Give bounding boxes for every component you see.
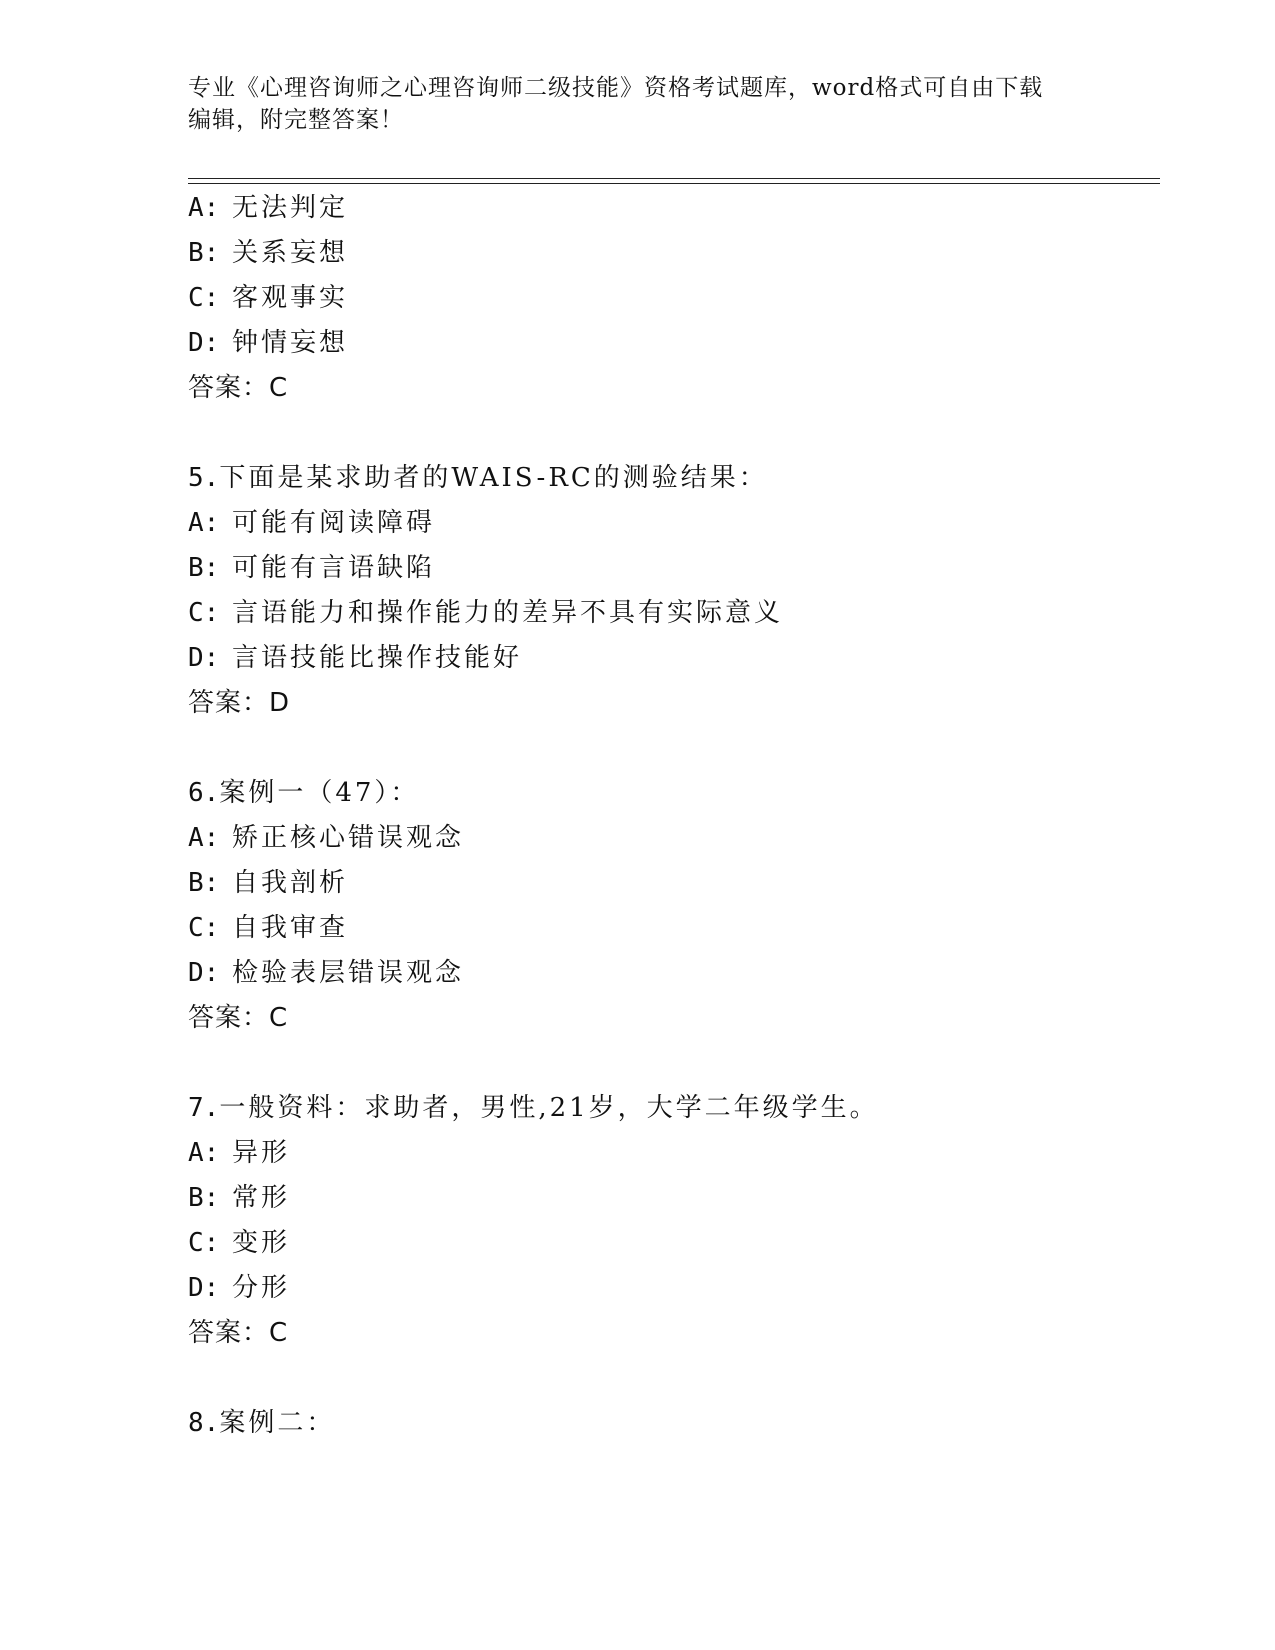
option-text: 分形 xyxy=(232,1273,291,1303)
q7-answer: 答案：C xyxy=(188,1318,289,1348)
q7-stem xyxy=(188,1092,879,1124)
q5-option-d xyxy=(188,642,522,674)
option-letter: B: xyxy=(188,868,220,898)
option-letter: B: xyxy=(188,553,220,583)
option-text: 言语能力和操作能力的差异不具有实际意义 xyxy=(232,598,784,628)
option-letter: B: xyxy=(188,1183,220,1213)
q8-stem xyxy=(188,1407,335,1439)
option-text: 变形 xyxy=(232,1228,291,1258)
q6-option-d xyxy=(188,957,464,989)
option-text: 钟情妄想 xyxy=(232,328,349,358)
option-letter: C: xyxy=(188,598,220,628)
q5-option-c xyxy=(188,597,783,629)
question-number: 5. xyxy=(188,463,220,493)
header-divider-bottom xyxy=(188,183,1160,184)
option-letter: C: xyxy=(188,283,220,313)
q6-stem xyxy=(188,777,419,809)
option-text: 客观事实 xyxy=(232,283,349,313)
question-text: 案例一（47）： xyxy=(219,778,420,808)
q7-option-c xyxy=(188,1227,290,1259)
q7-option-d xyxy=(188,1272,290,1304)
option-text: 可能有阅读障碍 xyxy=(232,508,436,538)
option-letter: D: xyxy=(188,1273,220,1303)
q6-answer: 答案：C xyxy=(188,1003,289,1033)
question-number: 7. xyxy=(188,1093,220,1123)
option-letter: A: xyxy=(188,1138,220,1168)
question-number: 6. xyxy=(188,778,220,808)
q5-stem xyxy=(188,462,768,494)
header-line-2: 编辑，附完整答案！ xyxy=(188,107,404,133)
option-text: 检验表层错误观念 xyxy=(232,958,465,988)
q5-answer: 答案：D xyxy=(188,688,291,718)
option-letter: C: xyxy=(188,1228,220,1258)
q4-answer: 答案：C xyxy=(188,373,289,403)
q7-option-b xyxy=(188,1182,290,1214)
q6-option-a xyxy=(188,822,464,854)
q5-option-b xyxy=(188,552,435,584)
option-text: 异形 xyxy=(232,1138,291,1168)
option-text: 关系妄想 xyxy=(232,238,349,268)
option-letter: A: xyxy=(188,193,220,223)
question-text: 案例二： xyxy=(219,1408,336,1438)
q7-option-a xyxy=(188,1137,290,1169)
q6-option-c xyxy=(188,912,348,944)
option-letter: A: xyxy=(188,823,220,853)
option-text: 常形 xyxy=(232,1183,291,1213)
option-text: 可能有言语缺陷 xyxy=(232,553,436,583)
option-text: 自我剖析 xyxy=(232,868,349,898)
header-line-1: 专业《心理咨询师之心理咨询师二级技能》资格考试题库，word格式可自由下载 xyxy=(188,75,1044,101)
question-text: 一般资料：求助者，男性,21岁，大学二年级学生。 xyxy=(219,1093,879,1123)
option-text: 矫正核心错误观念 xyxy=(232,823,465,853)
option-letter: D: xyxy=(188,958,220,988)
option-letter: C: xyxy=(188,913,220,943)
q4-option-b xyxy=(188,237,348,269)
option-text: 自我审查 xyxy=(232,913,349,943)
q4-option-d xyxy=(188,327,348,359)
q6-option-b xyxy=(188,867,348,899)
option-letter: D: xyxy=(188,328,220,358)
option-letter: D: xyxy=(188,643,220,673)
option-letter: B: xyxy=(188,238,220,268)
option-text: 言语技能比操作技能好 xyxy=(232,643,523,673)
header-divider-top xyxy=(188,178,1160,179)
option-letter: A: xyxy=(188,508,220,538)
q5-option-a xyxy=(188,507,435,539)
q4-option-a xyxy=(188,192,348,224)
q4-option-c xyxy=(188,282,348,314)
question-text: 下面是某求助者的WAIS-RC的测验结果： xyxy=(219,463,768,493)
question-number: 8. xyxy=(188,1408,220,1438)
option-text: 无法判定 xyxy=(232,193,349,223)
document-header xyxy=(188,72,1088,136)
